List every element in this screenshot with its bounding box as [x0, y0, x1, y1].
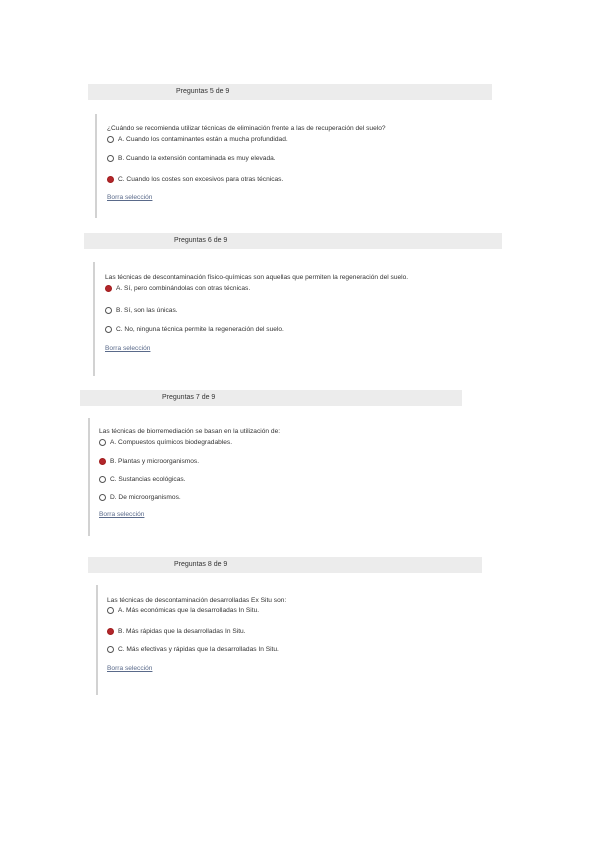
question-number: Preguntas 5 de 9: [176, 88, 230, 95]
option-label: C. No, ninguna técnica permite la regeneración del suelo.: [116, 326, 284, 333]
option-label: A. Compuestos químicos biodegradables.: [110, 439, 233, 446]
question-number: Preguntas 7 de 9: [162, 394, 216, 401]
option-label: A. Cuando los contaminantes están a mucha profundidad.: [118, 136, 288, 143]
question-number: Preguntas 6 de 9: [174, 237, 228, 244]
answer-option[interactable]: [99, 475, 186, 484]
clear-selection-link[interactable]: Borra selección: [107, 194, 153, 201]
clear-selection-link[interactable]: Borra selección: [99, 511, 145, 518]
question-prompt: Las técnicas de descontaminación desarrolladas Ex Situ son:: [107, 597, 287, 604]
radio-button-selected[interactable]: [99, 458, 106, 465]
radio-button[interactable]: [99, 476, 106, 483]
answer-option[interactable]: [105, 325, 284, 334]
option-label: A. Sí, pero combinándolas con otras técnicas.: [116, 285, 251, 292]
question-body: [93, 262, 95, 376]
option-label: C. Más efectivas y rápidas que la desarrolladas In Situ.: [118, 646, 279, 653]
question-body: [96, 585, 98, 695]
answer-option[interactable]: [99, 438, 232, 447]
question-body: [95, 114, 97, 218]
question-number: Preguntas 8 de 9: [174, 561, 228, 568]
option-label: C. Sustancias ecológicas.: [110, 476, 186, 483]
question-body: [88, 418, 90, 536]
radio-button[interactable]: [99, 494, 106, 501]
question-header: [88, 557, 482, 573]
radio-button[interactable]: [107, 155, 114, 162]
radio-button[interactable]: [107, 646, 114, 653]
question-header: [80, 390, 462, 406]
option-label: B. Sí, son las únicas.: [116, 307, 178, 314]
question-prompt: ¿Cuándo se recomienda utilizar técnicas de eliminación frente a las de recuperación del suelo?: [107, 125, 386, 132]
answer-option[interactable]: [107, 606, 259, 615]
option-label: B. Más rápidas que la desarrolladas In Situ.: [118, 628, 246, 635]
answer-option[interactable]: [99, 493, 181, 502]
radio-button[interactable]: [99, 439, 106, 446]
clear-selection-link[interactable]: Borra selección: [105, 345, 151, 352]
option-label: D. De microorganismos.: [110, 494, 181, 501]
answer-option[interactable]: [107, 175, 283, 184]
radio-button[interactable]: [107, 136, 114, 143]
answer-option[interactable]: [107, 135, 288, 144]
question-header: [88, 84, 492, 100]
radio-button[interactable]: [105, 326, 112, 333]
question-prompt: Las técnicas de biorremediación se basan en la utilización de:: [99, 428, 281, 435]
question-header: [84, 233, 502, 249]
answer-option[interactable]: [107, 645, 279, 654]
answer-option[interactable]: [107, 154, 276, 163]
clear-selection-link[interactable]: Borra selección: [107, 665, 153, 672]
option-label: A. Más económicas que la desarrolladas In Situ.: [118, 607, 260, 614]
answer-option[interactable]: [107, 627, 246, 636]
option-label: B. Plantas y microorganismos.: [110, 458, 200, 465]
radio-button-selected[interactable]: [107, 628, 114, 635]
answer-option[interactable]: [105, 306, 178, 315]
radio-button-selected[interactable]: [107, 176, 114, 183]
radio-button-selected[interactable]: [105, 285, 112, 292]
radio-button[interactable]: [107, 607, 114, 614]
radio-button[interactable]: [105, 307, 112, 314]
answer-option[interactable]: [99, 457, 199, 466]
answer-option[interactable]: [105, 284, 250, 293]
question-prompt: Las técnicas de descontaminación físico-químicas son aquellas que permiten la regeneración del suelo.: [105, 274, 409, 281]
option-label: B. Cuando la extensión contaminada es muy elevada.: [118, 155, 276, 162]
option-label: C. Cuando los costes son excesivos para otras técnicas.: [118, 176, 284, 183]
